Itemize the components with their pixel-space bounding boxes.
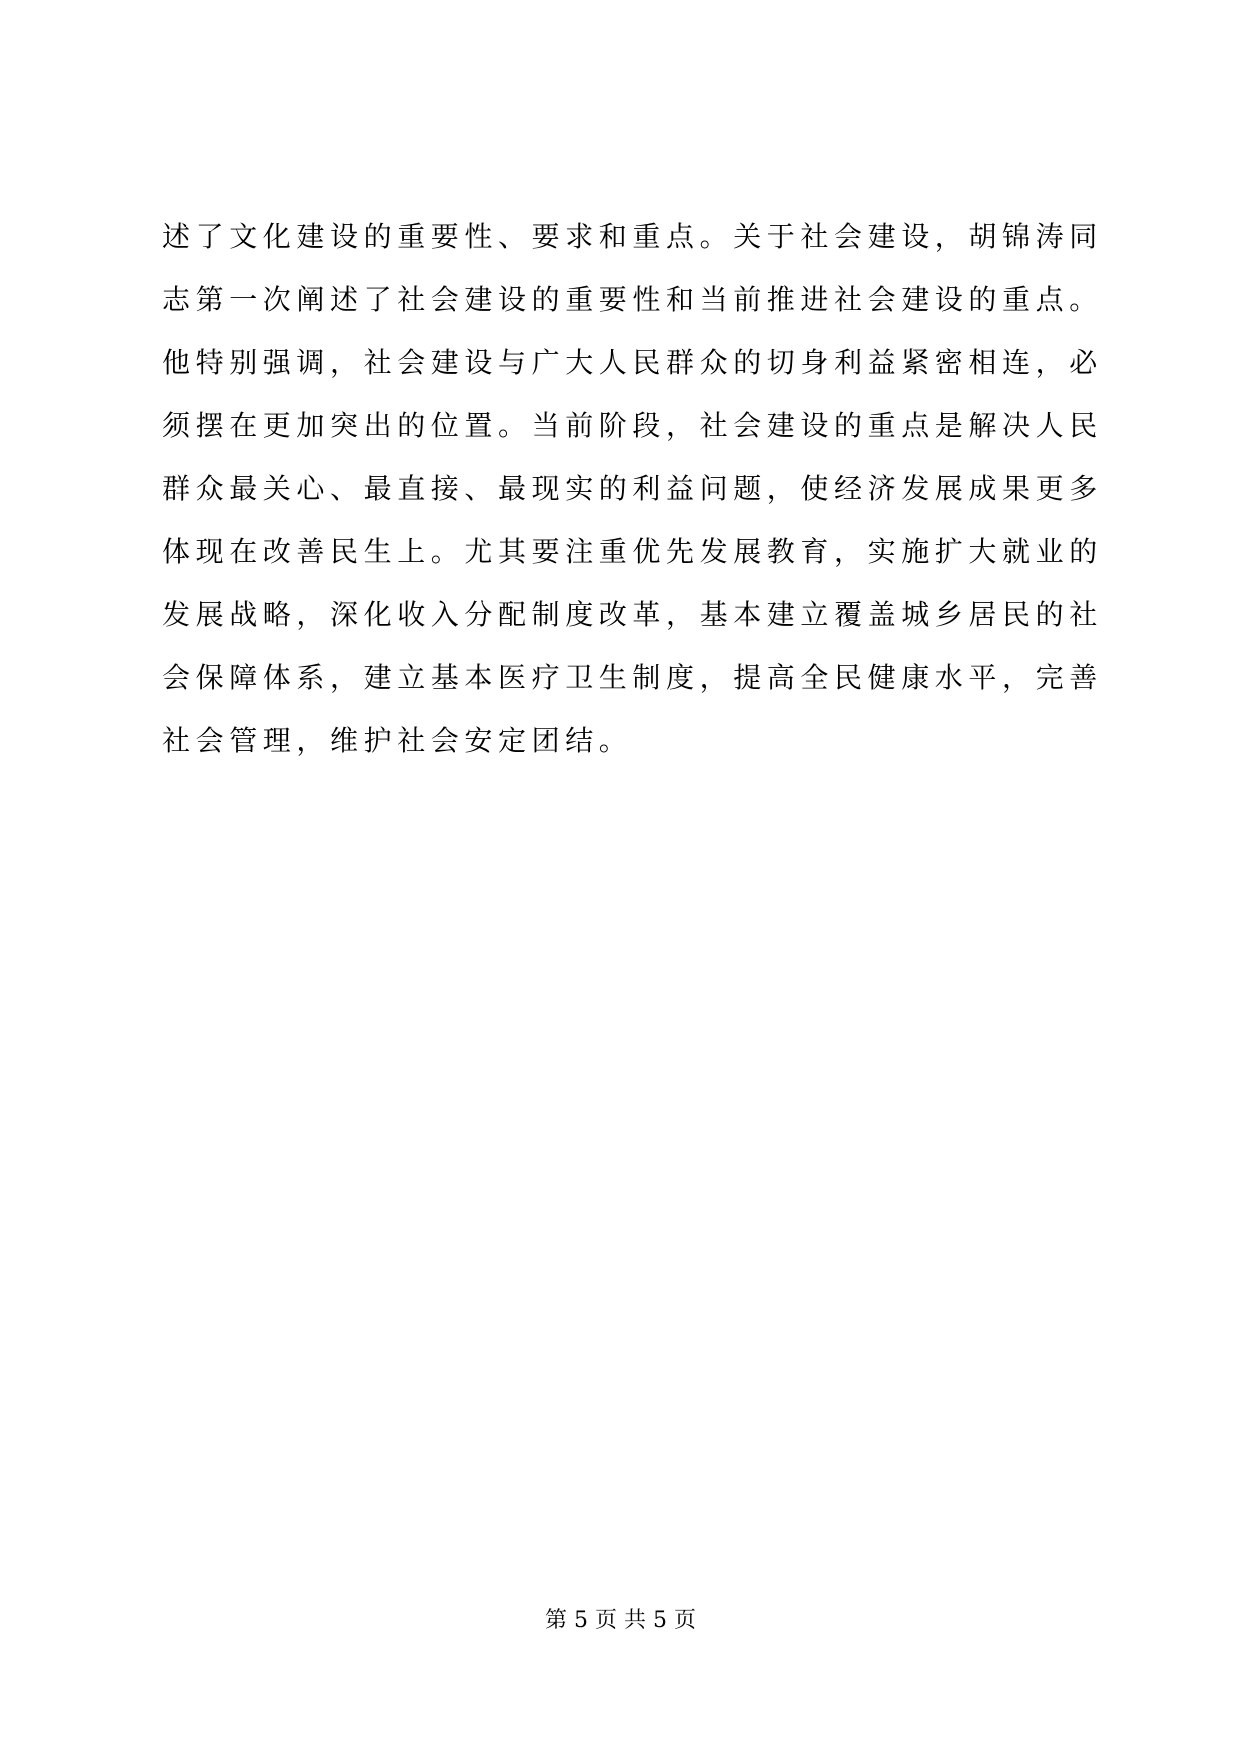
paragraph-line: 发展战略，深化收入分配制度改革，基本建立覆盖城乡居民的社 [162,598,1103,631]
paragraph-line: 志第一次阐述了社会建设的重要性和当前推进社会建设的重点。 [162,283,1103,316]
paragraph-line: 会保障体系，建立基本医疗卫生制度，提高全民健康水平，完善 [162,661,1103,694]
paragraph-line: 须摆在更加突出的位置。当前阶段，社会建设的重点是解决人民 [162,409,1103,442]
paragraph-line: 述了文化建设的重要性、要求和重点。关于社会建设，胡锦涛同 [162,220,1103,253]
paragraph-line: 他特别强调，社会建设与广大人民群众的切身利益紧密相连，必 [162,346,1103,379]
paragraph-line: 社会管理，维护社会安定团结。 [162,724,633,757]
paragraph-line: 群众最关心、最直接、最现实的利益问题，使经济发展成果更多 [162,472,1103,505]
page-number-footer: 第 5 页 共 5 页 [545,1608,696,1633]
body-paragraph [162,205,1103,772]
paragraph-line: 体现在改善民生上。尤其要注重优先发展教育，实施扩大就业的 [162,535,1103,568]
